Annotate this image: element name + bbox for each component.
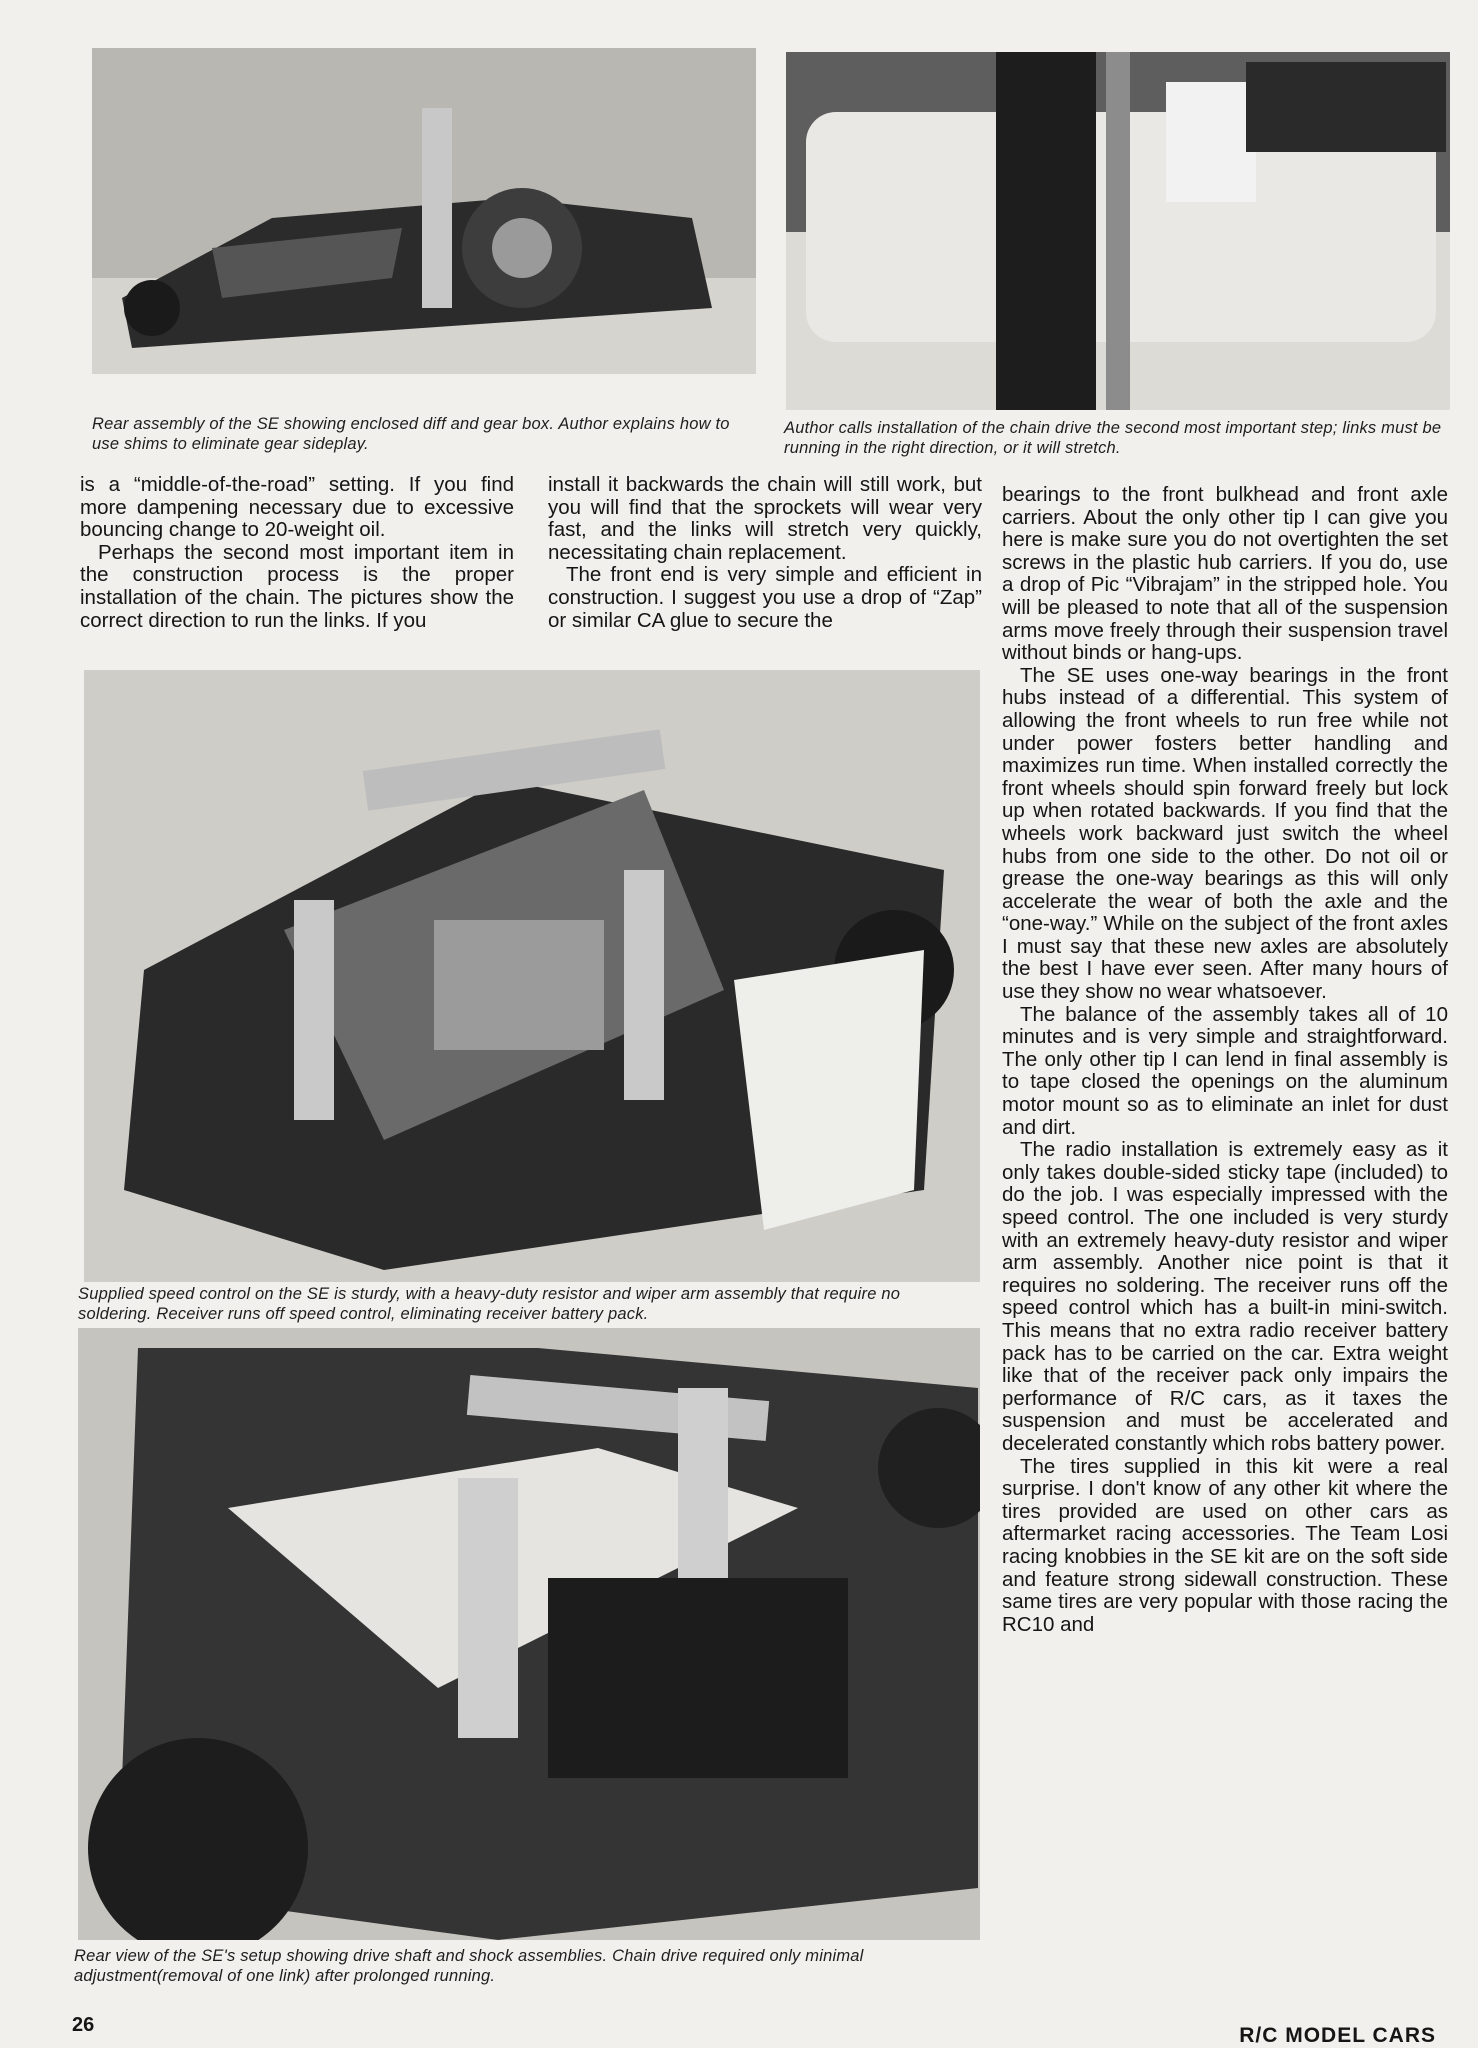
paragraph: The balance of the assembly takes all of 10 minutes and is very simple and straightforward. The only other tip I can lend in final assembly is to tape closed the openings on the aluminum motor mount so as to eliminate an inlet for dust and dirt. — [1002, 1002, 1448, 1139]
paragraph: The SE uses one-way bearings in the front hubs instead of a differential. This system of allowing the front wheels to run free while not under power fosters better handling and maximizes run time. When installed correctly the front wheels should spin forward freely but lock up when rotated backwards. If you find that the wheels work backward just switch the wheel hubs from one side to the other. Do not oil or grease the one-way bearings as this will only accelerate the wear of both the axle and the “one-way.” While on the subject of the front axles I must say that these new axles are absolutely the best I have ever seen. After many hours of use they show no wear whatsoever. — [1002, 663, 1448, 1004]
photo-rear-assembly — [92, 48, 756, 374]
photo-caption-3: Supplied speed control on the SE is sturdy, with a heavy-duty resistor and wiper arm assembly that require no soldering. Receiver runs off speed control, eliminating receiver battery pack. — [78, 1285, 901, 1323]
paragraph: bearings to the front bulkhead and front axle carriers. About the only other tip I can give you here is make sure you do not overtighten the set screws in the plastic hub carriers. If you do, use a drop of Pic “Vibrajam” in the stripped hole. You will be pleased to note that all of the suspension arms move freely through their suspension travel without binds or hang-ups. — [1002, 483, 1448, 665]
photo-caption-2: Author calls installation of the chain drive the second most important step; links must be running in the right direction, or it will stretch. — [784, 419, 1442, 457]
photo-caption-4: Rear view of the SE's setup showing drive shaft and shock assemblies. Chain drive required only minimal adjustment(removal of one link) after prolonged running. — [74, 1947, 864, 1985]
text-column-1 — [80, 474, 514, 632]
paragraph: The front end is very simple and efficient in construction. I suggest you use a drop of “Zap” or similar CA glue to secure the — [548, 563, 982, 632]
magazine-footer: R/C MODEL CARS — [1239, 2024, 1436, 2047]
paragraph: is a “middle-of-the-road” setting. If you find more dampening necessary due to excessive bouncing change to 20-weight oil. — [80, 473, 514, 542]
paragraph: install it backwards the chain will still work, but you will find that the sprockets will wear very fast, and the links will stretch very quickly, necessitating chain replacement. — [548, 473, 982, 564]
paragraph: The radio installation is extremely easy as it only takes double-sided sticky tape (included) to do the job. I was especially impressed with the speed control. The one included is very sturdy with an extremely heavy-duty resistor and wiper arm assembly. Another nice point is that it requires no soldering. The receiver runs off the speed control which has a built-in mini-switch. This means that no extra radio receiver battery pack has to be carried on the car. Extra weight like that of the receiver pack only impairs the performance of R/C cars, as it taxes the suspension and must be accelerated and decelerated constantly which robs battery power. — [1002, 1138, 1448, 1455]
text-column-3 — [1002, 484, 1448, 1636]
photo-chain-drive — [786, 52, 1450, 410]
paragraph: Perhaps the second most important item in the construction process is the proper installation of the chain. The pictures show the correct direction to run the links. If you — [80, 540, 514, 632]
photo-caption-1: Rear assembly of the SE showing enclosed diff and gear box. Author explains how to use shims to eliminate gear sideplay. — [92, 415, 730, 453]
page-number: 26 — [72, 2014, 95, 2036]
photo-speed-control — [84, 670, 980, 1282]
paragraph: The tires supplied in this kit were a real surprise. I don't know of any other kit where the tires provided are used on other cars as aftermarket racing accessories. The Team Losi racing knobbies in the SE kit are on the soft side and feature strong sidewall construction. These same tires are very popular with those racing the RC10 and — [1002, 1454, 1448, 1636]
photo-rear-view — [78, 1328, 980, 1940]
text-column-2 — [548, 474, 982, 632]
